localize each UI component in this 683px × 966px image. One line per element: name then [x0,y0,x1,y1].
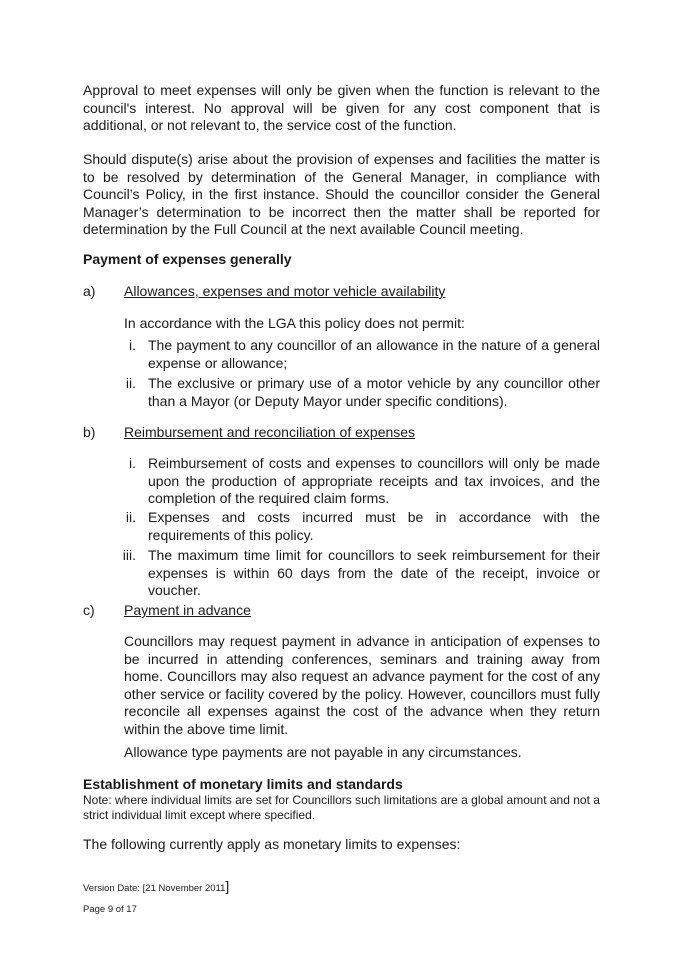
list-item-text: The maximum time limit for councillors to seek reimbursement for their expenses is within 60 days from the date of the receipt, invoice or voucher. [148,547,600,598]
subsection-b-letter: b) [83,424,96,440]
limits-lead: The following currently apply as monetary limits to expenses: [83,836,461,852]
intro-paragraph-approval: Approval to meet expenses will only be given when the function is relevant to the council's interest. No approval will be given for any cost component that is additional, or not relevant to, the service cost of the function. [83,82,600,133]
list-item-text: Reimbursement of costs and expenses to councillors will only be made upon the production of appropriate receipts and tax invoices, and the completion of the required claim forms. [148,455,600,506]
list-item-number: ii. [125,509,136,525]
subsection-a-title: Allowances, expenses and motor vehicle availability [124,283,446,299]
list-item-number: iii. [122,547,136,563]
footer-page-number: Page 9 of 17 [83,904,137,915]
subsection-c-allowance-note: Allowance type payments are not payable in any circumstances. [124,744,522,760]
section-heading-limits: Establishment of monetary limits and standards [83,776,403,792]
intro-paragraph-dispute: Should dispute(s) arise about the provision of expenses and facilities the matter is to be resolved by determination of the General Manager, in compliance with Council’s Policy, in the first instance. Should the councillor consider the General Manager’s determination to be incorrect then the matter shall be reported for determination by the Full Council at the next available Council meeting. [83,151,600,237]
subsection-a-letter: a) [83,283,96,299]
list-item-text: The payment to any councillor of an allowance in the nature of a general expense or allowance; [148,337,600,371]
list-item-number: i. [129,455,136,471]
footer-version-text: Version Date: [21 November 2011 [83,883,226,894]
subsection-b-title: Reimbursement and reconciliation of expenses [124,424,416,440]
list-item-text: The exclusive or primary use of a motor vehicle by any councillor other than a Mayor (or Deputy Mayor under specific conditions). [148,375,600,409]
list-item-text: Expenses and costs incurred must be in accordance with the requirements of this policy. [148,509,600,543]
limits-note: Note: where individual limits are set for Councillors such limitations are a global amount and not a strict individual limit except where specified. [83,793,600,822]
footer-version-date [83,880,229,895]
subsection-c-paragraph: Councillors may request payment in advance in anticipation of expenses to be incurred in attending conferences, seminars and training away from home. Councillors may also request an advance payment for the cost of any other service or facility covered by the policy. However, councillors must fully reconcile all expenses against the cost of the advance when they return within the above time limit. [124,633,600,737]
footer-bracket: ] [225,878,230,894]
subsection-c-title: Payment in advance [124,602,251,618]
list-item-number: ii. [125,375,136,391]
subsection-a-lead: In accordance with the LGA this policy does not permit: [124,315,465,331]
section-heading-payment: Payment of expenses generally [83,251,292,267]
list-item-number: i. [129,337,136,353]
subsection-c-letter: c) [83,602,95,618]
